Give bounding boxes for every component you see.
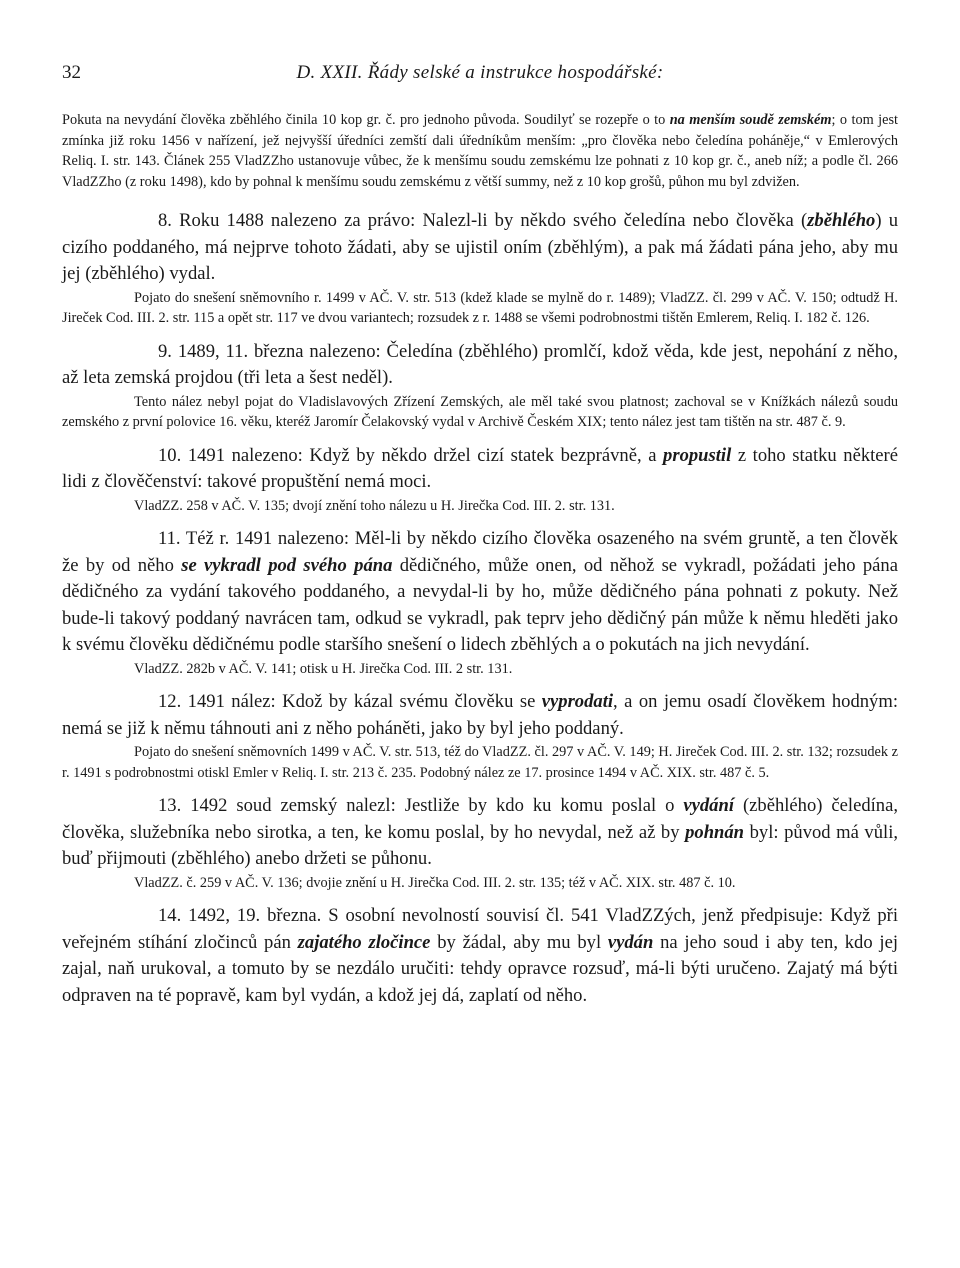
- emphasis-text: se vykradl pod svého pána: [181, 554, 393, 576]
- emphasis-text: vydán: [607, 931, 654, 953]
- entry-e14: [62, 903, 898, 1009]
- entry-text: ) u cizího poddaného, má nejprve tohoto žádati, aby se ujistil oním (zběhlým), a pak má žádati pána jeho, aby mu jej (zběhlého) vydal.: [62, 210, 898, 284]
- emphasis-text: pohnán: [685, 821, 745, 843]
- entry-text: dědičného, může onen, od něhož se vykradl, požádati jeho pána dědičného za vydání takového poddaného, a nevydal-li by ho, může dědičného pána pohnati z pokuty. Než bude-li takový poddaný navrácen tam, odkud se vykradl, pak teprv jeho dědičný pán může k němu hleděti jako k svému člověku dědičnému podle staršího snešení o lidech zběhlých a o pokutách na jich nevydání.: [62, 554, 898, 655]
- emphasis-text: zběhlého: [807, 210, 876, 231]
- entry-text: (zběhlého) čeledína, člověka, služebníka nebo sirotka, a ten, ke komu poslal, by ho nevydal, než až by: [62, 795, 898, 843]
- intro-note-text-cont: ; o tom jest zmínka již roku 1456 v nařízení, jež nejvyšší úředníci zemští dali úředníkům menším: „pro člověka nebo čeledína poháněje,“ v Emlerových Reliq. I. str. 143. Článek 255 VladZZho ustanovuje vůbec, že k menšímu soudu zemskému lze pohnati z 10 kop gr. č., aneb níž; a podle čl. 266 VladZZho (z roku 1498), kdo by pohnal k menšímu soudu zemskému z větší summy, než z 10 kop grošů, půhon mu byl zdvižen.: [62, 112, 898, 190]
- entry-text: 9. 1489, 11. března nalezeno: Čeledína (zběhlého) promlčí, kdož věda, kde jest, nepohání z něho, až leta zemská projdou (tři leta a šest neděl).: [62, 340, 898, 388]
- entry-text: , a on jemu osadí člověkem hodným: nemá se již k němu táhnouti ani z něho poháněti, jako by byl jeho poddaný.: [62, 691, 898, 739]
- entry-note-e13: VladZZ. č. 259 v AČ. V. 136; dvojie znění u H. Jirečka Cod. III. 2. str. 135; též v AČ. XIX. str. 487 č. 10.: [134, 874, 736, 891]
- entry-text: na jeho soud i aby ten, kdo jej zajal, naň urukoval, a tomuto by se nezdálo uručiti: tehdy opravce rozsuď, má-li býti uručeno. Zajatý má býti odpraven na té popravě, kam byl vydán, a kdož jej dá, zaplatí od něho.: [62, 931, 898, 1006]
- emphasis-text: vyprodati: [541, 691, 614, 712]
- entry-note-e8: Pojato do snešení sněmovního r. 1499 v AČ. V. str. 513 (kdež klade se mylně do r. 1489); VladZZ. čl. 299 v AČ. V. 150; odtudž H. Jireček Cod. III. 2. str. 115 a opět str. 117 ve dvou variantech; rozsudek z r. 1488 se všemi podrobnostmi tištěn Emlerem, Reliq. I. 182 č. 126.: [62, 289, 898, 326]
- entry-e11: [62, 526, 898, 659]
- entry-e10: [62, 443, 898, 496]
- intro-note-emphasis: na menším soudě zemském: [669, 112, 832, 128]
- emphasis-text: propustil: [663, 444, 732, 466]
- entry-text: z toho statku některé lidi z člověčenství: takové propuštění nemá moci.: [62, 444, 898, 492]
- entry-e8: [62, 208, 898, 288]
- page-body: [62, 110, 898, 1009]
- intro-note-text: Pokuta na nevydání člověka zběhlého činila 10 kop gr. č. pro jednoho původa. Soudilyť se rozepře o to: [62, 112, 670, 128]
- entry-text: by žádal, aby mu byl: [430, 931, 608, 953]
- entry-note-e10: VladZZ. 258 v AČ. V. 135; dvojí znění toho nálezu u H. Jirečka Cod. III. 2. str. 131.: [134, 497, 615, 514]
- entry-text: 8. Roku 1488 nalezeno za právo: Nalezl-li by někdo svého čeledína nebo člověka (: [158, 210, 808, 231]
- entry-note-e12: Pojato do snešení sněmovních 1499 v AČ. V. str. 513, též do VladZZ. čl. 297 v AČ. V. 149; H. Jireček Cod. III. 2. str. 132; rozsudek z r. 1491 s podrobnostmi otiskl Emler v Reliq. I. str. 213 č. 235. Podobný nález ze 17. prosince 1494 v AČ. XIX. str. 487 č. 5.: [62, 744, 898, 781]
- entry-text: byl: původ má vůli, buď přijmouti (zběhlého) anebo držeti se půhonu.: [62, 821, 899, 869]
- emphasis-text: vydání: [683, 795, 734, 816]
- intro-note: [62, 110, 898, 192]
- entries-list: [62, 192, 898, 1009]
- entry-text: 12. 1491 nález: Kdož by kázal svému člověku se: [158, 691, 542, 712]
- entry-e13: [62, 793, 898, 873]
- entry-text: 11. Též r. 1491 nalezeno: Měl-li by někdo cizího člověka osazeného na svém gruntě, a ten člověk že by od něho: [62, 528, 898, 576]
- page-number: 32: [62, 62, 81, 83]
- running-title: D. XXII. Řády selské a instrukce hospodářské:: [296, 62, 664, 83]
- entry-text: 13. 1492 soud zemský nalezl: Jestliže by kdo ku komu poslal o: [158, 795, 684, 816]
- emphasis-text: zajatého zločince: [297, 931, 431, 953]
- entry-text: 10. 1491 nalezeno: Když by někdo držel cizí statek bezprávně, a: [158, 444, 664, 466]
- page-header: [62, 62, 898, 92]
- entry-e12: [62, 689, 898, 742]
- entry-text: 14. 1492, 19. března. S osobní nevolností souvisí čl. 541 VladZZých, jenž předpisuje: Když při veřejném stíhání zločinců pán: [62, 905, 898, 953]
- entry-note-e9: Tento nález nebyl pojat do Vladislavových Zřízení Zemských, ale měl také svou platnost; zachoval se v Knížkách nálezů soudu zemského z první polovice 16. věku, kteréž Jaromír Čelakovský vydal v Archivě Českém XIX; tento nález jest tam tištěn na str. 487 č. 9.: [62, 393, 898, 430]
- entry-note-e11: VladZZ. 282b v AČ. V. 141; otisk u H. Jirečka Cod. III. 2 str. 131.: [134, 660, 513, 677]
- entry-e9: [62, 339, 898, 392]
